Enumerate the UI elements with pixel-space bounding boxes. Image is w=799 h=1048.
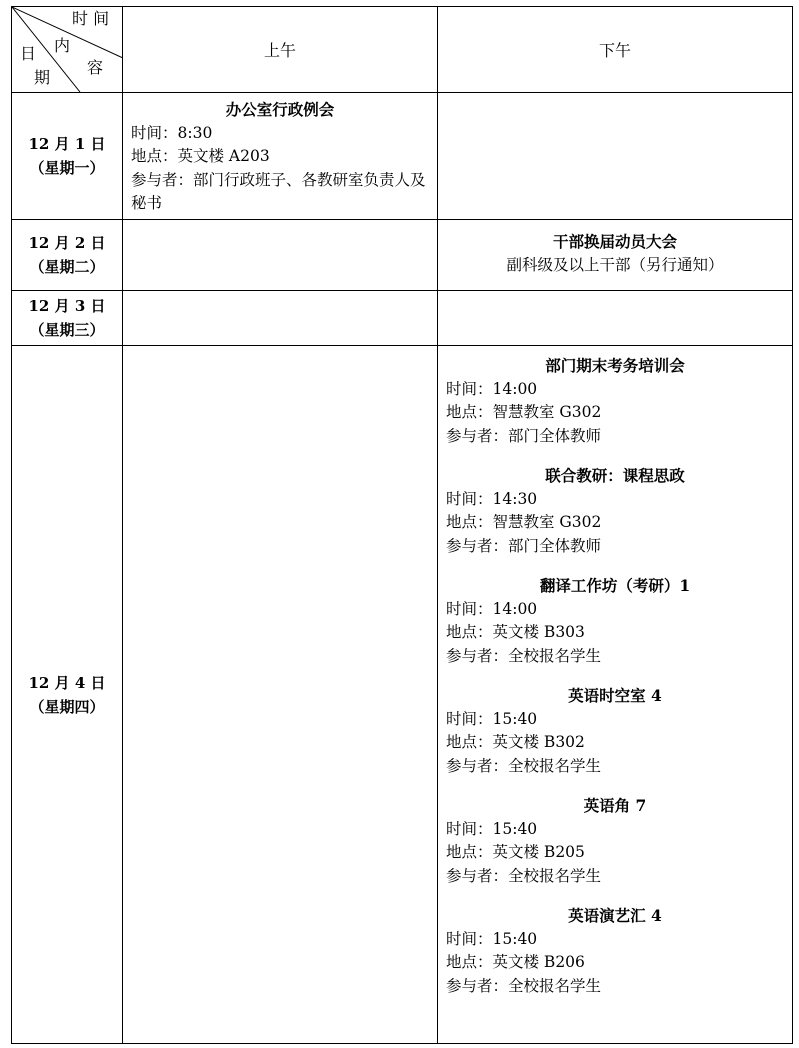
event-participants: 参与者：部门行政班子、各教研室负责人及秘书 bbox=[131, 170, 426, 212]
event-place: 地点：英文楼 B206 bbox=[446, 953, 585, 971]
date-cell bbox=[12, 93, 123, 220]
event-title: 英语时空室 4 bbox=[568, 686, 662, 705]
event-time: 时间：15:40 bbox=[446, 929, 538, 948]
event-place: 地点：智慧教室 G302 bbox=[446, 513, 602, 531]
event-time: 时间：14:00 bbox=[446, 379, 538, 398]
event-block bbox=[438, 220, 792, 279]
pm-cell bbox=[438, 220, 793, 291]
corner-label-nei: 内 bbox=[54, 36, 71, 55]
event-place: 地点：英文楼 B205 bbox=[446, 843, 585, 861]
schedule-table bbox=[11, 6, 793, 1044]
table-row-dec4 bbox=[12, 346, 793, 1044]
event-place: 地点：英文楼 B302 bbox=[446, 733, 585, 751]
weekday-text: （星期二） bbox=[29, 258, 105, 276]
event-place: 地点：英文楼 A203 bbox=[131, 147, 270, 165]
event-block bbox=[123, 93, 437, 218]
weekday-text: （星期三） bbox=[29, 321, 105, 339]
corner-label-rong: 容 bbox=[87, 58, 104, 77]
event-block bbox=[438, 890, 792, 1000]
pm-cell bbox=[438, 291, 793, 346]
corner-label-ri: 日 bbox=[20, 44, 37, 63]
event-participants: 参与者：全校报名学生 bbox=[446, 756, 602, 775]
event-participants: 参与者：全校报名学生 bbox=[446, 646, 602, 665]
event-block bbox=[438, 346, 792, 450]
date-cell bbox=[12, 346, 123, 1044]
date-text: 12 月 2 日 bbox=[28, 234, 106, 252]
event-block bbox=[438, 670, 792, 780]
event-time: 时间：14:30 bbox=[446, 489, 538, 508]
header-row bbox=[12, 7, 793, 93]
am-cell bbox=[123, 93, 438, 220]
event-block bbox=[438, 780, 792, 890]
weekday-text: （星期四） bbox=[29, 697, 105, 716]
event-time: 时间：14:00 bbox=[446, 599, 538, 618]
event-participants: 参与者：全校报名学生 bbox=[446, 866, 602, 885]
event-title: 办公室行政例会 bbox=[225, 100, 335, 119]
pm-cell bbox=[438, 346, 793, 1044]
table-row-dec3 bbox=[12, 291, 793, 346]
am-cell bbox=[123, 346, 438, 1044]
event-title: 英语演艺汇 4 bbox=[568, 906, 662, 925]
event-time: 时间：8:30 bbox=[131, 123, 213, 142]
event-participants: 参与者：部门全体教师 bbox=[446, 536, 602, 555]
event-participants: 参与者：全校报名学生 bbox=[446, 976, 602, 995]
corner-header-cell bbox=[12, 7, 123, 93]
event-title: 翻译工作坊（考研）1 bbox=[539, 576, 691, 595]
corner-label-time: 时 间 bbox=[72, 9, 110, 28]
weekday-text: （星期一） bbox=[29, 159, 105, 177]
event-block bbox=[438, 560, 792, 670]
table-row-dec1 bbox=[12, 93, 793, 220]
event-time: 时间：15:40 bbox=[446, 709, 538, 728]
event-block bbox=[438, 450, 792, 560]
date-cell bbox=[12, 291, 123, 346]
pm-cell bbox=[438, 93, 793, 220]
am-cell bbox=[123, 220, 438, 291]
date-text: 12 月 4 日 bbox=[28, 673, 106, 692]
event-note: 副科级及以上干部（另行通知） bbox=[506, 255, 724, 274]
date-text: 12 月 3 日 bbox=[28, 297, 106, 315]
am-cell bbox=[123, 291, 438, 346]
table-row-dec2 bbox=[12, 220, 793, 291]
date-text: 12 月 1 日 bbox=[28, 135, 106, 153]
event-participants: 参与者：部门全体教师 bbox=[446, 426, 602, 445]
diagonal-header bbox=[12, 7, 122, 92]
event-title: 联合教研：课程思政 bbox=[545, 466, 685, 485]
header-am: 上午 bbox=[123, 7, 438, 93]
header-pm: 下午 bbox=[438, 7, 793, 93]
event-time: 时间：15:40 bbox=[446, 819, 538, 838]
event-place: 地点：智慧教室 G302 bbox=[446, 403, 602, 421]
date-cell bbox=[12, 220, 123, 291]
event-place: 地点：英文楼 B303 bbox=[446, 623, 585, 641]
event-title: 部门期末考务培训会 bbox=[545, 356, 685, 375]
event-title: 干部换届动员大会 bbox=[552, 232, 677, 251]
event-title: 英语角 7 bbox=[583, 796, 647, 815]
corner-label-qi: 期 bbox=[34, 68, 51, 87]
